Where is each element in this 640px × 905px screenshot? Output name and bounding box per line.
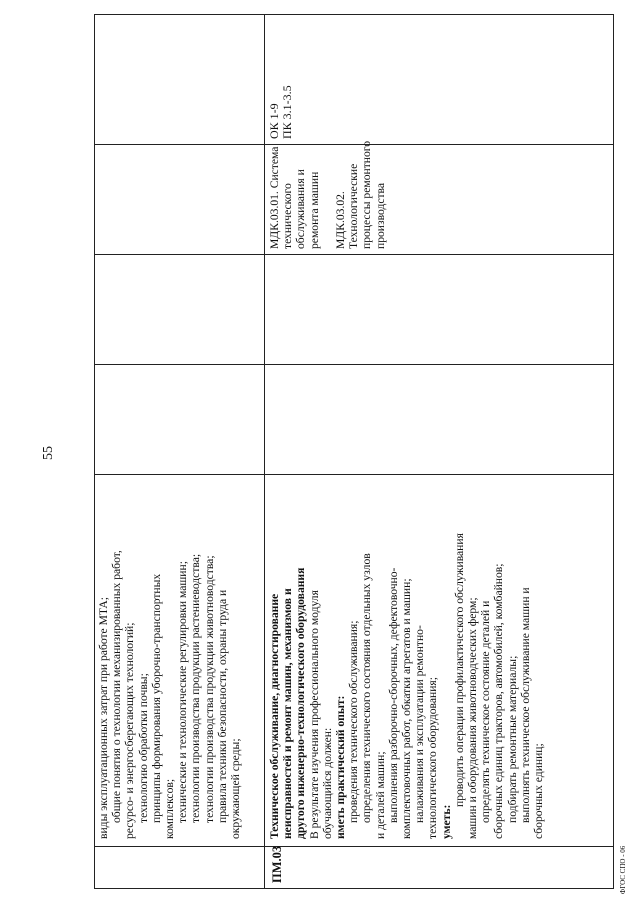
text-line: технические и технологические регулировки машин; — [176, 561, 190, 823]
competency-line: ПК 3.1-3.5 — [280, 85, 295, 139]
body-line: сборочных единиц; — [532, 743, 546, 839]
table-top-border — [94, 14, 95, 889]
mdk-spacer — [321, 141, 334, 249]
curriculum-table — [94, 14, 614, 889]
competencies-block — [268, 85, 294, 139]
body-line: технологического оборудования; — [426, 677, 440, 839]
module-content-block — [268, 533, 545, 839]
body-line: и деталей машин; — [373, 751, 387, 839]
body-line: сборочных единиц тракторов, автомобилей, комбайнов; — [492, 563, 506, 839]
mdk-line: технического — [281, 183, 295, 249]
body-line: выполнения разборочно-сборочных, дефектовочно- — [386, 567, 400, 823]
body-line: налаживания и эксплуатации ремонтно- — [413, 625, 427, 823]
column-competencies — [94, 14, 614, 144]
body-line: проведения технического обслуживания; — [347, 620, 361, 823]
module-title-line: другого инженерно-технологического оборудования — [294, 567, 308, 839]
body-line: определять техническое состояние деталей и — [479, 600, 493, 823]
row-divider — [264, 14, 265, 889]
body-line: иметь практический опыт: — [334, 695, 348, 839]
mdk-line: МДК.03.02. — [334, 191, 347, 249]
curriculum-table-viewport — [94, 14, 614, 889]
body-line: подбирать ремонтные материалы; — [505, 655, 519, 823]
column-hours-class — [94, 254, 614, 364]
mdk-line: МДК.03.01. Система — [268, 146, 281, 249]
body-line: В результате изучения профессионального модуля — [307, 590, 321, 839]
body-line: проводить операции профилактического обслуживания — [452, 533, 466, 807]
body-line: комплектовочных работ, обкатки агрегатов и машин; — [400, 578, 414, 839]
body-line: определения технического состояния отдельных узлов — [360, 553, 374, 823]
page-number: 55 — [41, 446, 56, 460]
upper-text-block — [97, 550, 242, 839]
text-line: правила техники безопасности, охраны труда и — [215, 589, 229, 823]
module-title-line: неисправностей и ремонт машин, механизмов и — [281, 588, 295, 839]
footer-text: ФГОС СПО - 06 — [619, 845, 627, 895]
body-line: уметь: — [439, 804, 453, 839]
mdk-block — [268, 141, 387, 249]
mdk-line: ремонта машин — [307, 171, 321, 249]
column-hours-max — [94, 364, 614, 474]
column-code — [94, 846, 614, 889]
text-line: комплексов; — [163, 778, 177, 839]
mdk-line: Технологические — [347, 163, 361, 249]
text-line: окружающей среды; — [229, 738, 243, 839]
body-line: выполнять техническое обслуживание машин и — [518, 587, 532, 823]
table-bottom-border — [613, 14, 614, 889]
footer-label — [613, 840, 633, 900]
mdk-line: производства — [373, 182, 387, 249]
body-line: обучающийся должен: — [320, 727, 334, 839]
text-line: ресурсо- и энергосберегающих технологий; — [123, 622, 137, 839]
mdk-line: процессы ремонтного — [360, 140, 374, 249]
competency-line: ОК 1-9 — [267, 103, 281, 139]
mdk-line: обслуживания и — [294, 169, 308, 249]
module-title-line: Техническое обслуживание, диагностирование — [268, 593, 281, 839]
text-line: технологии производства продукции растениеводства; — [189, 553, 203, 823]
text-line: виды эксплуатационных затрат при работе МТА; — [97, 596, 110, 839]
text-line: общие понятия о технологии механизированных работ, — [110, 550, 124, 823]
text-line: технологию обработки почвы; — [136, 673, 150, 823]
body-line: машин и оборудования животноводческих ферм; — [466, 597, 480, 839]
text-line: технологии производства продукции животноводства; — [202, 555, 216, 823]
module-code: ПМ.03 — [270, 845, 284, 883]
text-line: принципы формирования уборочно-транспортных — [149, 573, 163, 823]
